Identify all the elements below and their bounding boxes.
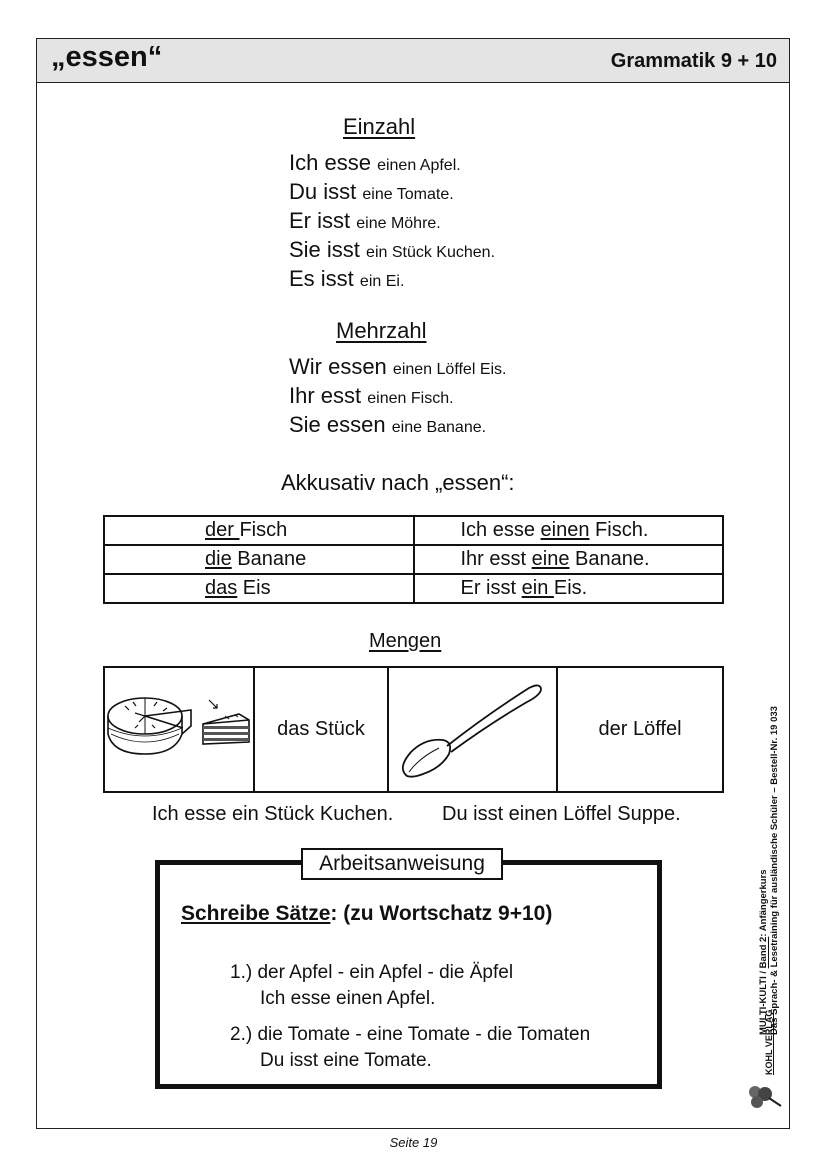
spoon-icon: [389, 668, 556, 790]
table-cell: Er isst ein Eis.: [414, 574, 724, 603]
plural-line: Ihr esst einen Fisch.: [289, 383, 454, 408]
side-imprint-line1: MULTI-KULTI / Band 2: Anfängerkurs: [758, 869, 769, 1035]
task-item-answer: Ich esse einen Apfel.: [260, 988, 436, 1009]
singular-line: Ich esse einen Apfel.: [289, 150, 461, 175]
piece-label-cell: [255, 668, 389, 791]
task-title: Schreibe Sätze: (zu Wortschatz 9+10): [181, 902, 553, 925]
table-cell: Ich esse einen Fisch.: [414, 516, 724, 545]
publisher-logo-text: KOHL VERLAG: [764, 1009, 774, 1075]
plural-line: Sie essen eine Banane.: [289, 412, 487, 437]
task-item-question: 2.) die Tomate - eine Tomate - die Tomaten: [230, 1024, 591, 1045]
piece-sentence: Ich esse ein Stück Kuchen.: [152, 803, 394, 825]
spoon-picture-cell: [389, 668, 558, 791]
singular-line: Sie isst ein Stück Kuchen.: [289, 237, 496, 262]
page-number: Seite 19: [389, 1135, 438, 1150]
plural-heading: Mehrzahl: [336, 318, 427, 343]
table-cell: Ihr esst eine Banane.: [414, 545, 724, 574]
singular-line: Es isst ein Ei.: [289, 266, 405, 291]
spoon-label-cell: [558, 668, 722, 791]
plural-line: Wir essen einen Löffel Eis.: [289, 354, 507, 379]
table-row: [104, 516, 723, 545]
quantities-heading: Mengen: [369, 630, 442, 652]
publisher-logo-icon: [745, 1082, 785, 1112]
cake-icon: [105, 668, 253, 790]
table-row: [104, 574, 723, 603]
task-tag: Arbeitsanweisung: [301, 848, 503, 880]
spoon-sentence: Du isst einen Löffel Suppe.: [442, 803, 681, 825]
table-cell: das Eis: [104, 574, 414, 603]
quantities-box: [103, 666, 724, 793]
singular-heading: Einzahl: [343, 114, 416, 139]
page-title: „essen“: [51, 41, 163, 73]
task-item-question: 1.) der Apfel - ein Apfel - die Äpfel: [230, 962, 514, 983]
side-imprint-line2: Das Sprach- & Lesetraining für ausländische Schüler – Bestell-Nr. 19 033: [769, 706, 780, 1035]
table-row: [104, 545, 723, 574]
table-cell: die Banane: [104, 545, 414, 574]
singular-line: Du isst eine Tomate.: [289, 179, 454, 204]
table-cell: der Fisch: [104, 516, 414, 545]
page-header: [37, 39, 789, 83]
section-label: Grammatik 9 + 10: [610, 50, 777, 72]
cake-picture-cell: [105, 668, 255, 791]
singular-line: Er isst eine Möhre.: [289, 208, 441, 233]
piece-label: das Stück: [277, 718, 365, 740]
accusative-heading: Akkusativ nach „essen“:: [281, 470, 515, 495]
accusative-table: [103, 515, 724, 604]
spoon-label: der Löffel: [598, 718, 682, 740]
side-imprint: [758, 706, 780, 1035]
task-item-answer: Du isst eine Tomate.: [260, 1050, 432, 1071]
